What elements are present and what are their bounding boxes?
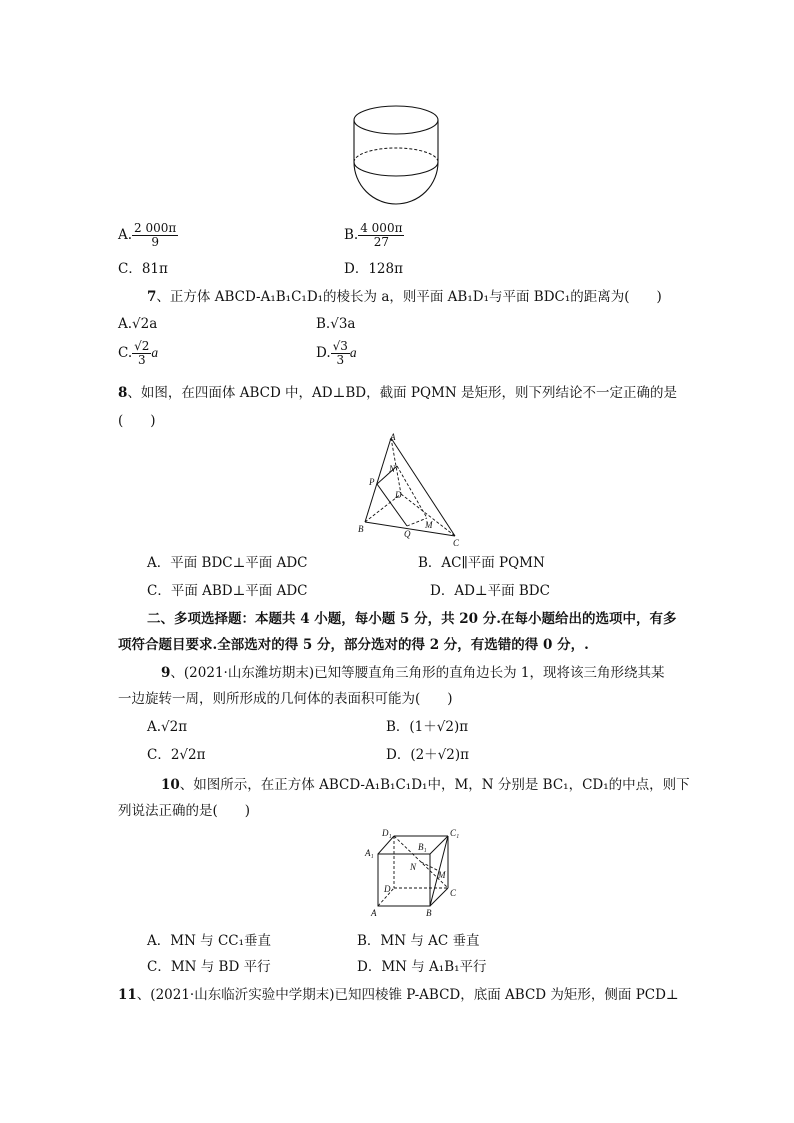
q10-option-d[interactable]: D．MN 与 A₁B₁平行 [357,959,487,975]
q7-option-b[interactable]: B.√3a [316,316,356,332]
cube-label-c1: C₁ [450,828,460,838]
q10-option-c[interactable]: C．MN 与 BD 平行 [147,959,271,975]
q7-stem: 7、正方体 ABCD-A₁B₁C₁D₁的棱长为 a，则平面 AB₁D₁与平面 BDC₁的距离为( ) [147,289,662,305]
q7-option-a[interactable]: A.√2a [118,316,158,332]
q9-stem-line1: 9、(2021·山东潍坊期末)已知等腰直角三角形的直角边长为 1，现将该三角形绕其某 [161,665,665,681]
q11-stem-line1: 11、(2021·山东临沂实验中学期末)已知四棱锥 P-ABCD，底面 ABCD 为矩形，侧面 PCD⊥ [118,987,679,1003]
cube-label-d: D [384,884,391,894]
cube-figure [362,826,470,922]
q8-option-c[interactable]: C．平面 ABD⊥平面 ADC [147,583,308,599]
q9-option-b[interactable]: B．(1＋√2)π [386,719,469,735]
q10-stem-line1: 10、如图所示，在正方体 ABCD-A₁B₁C₁D₁中，M，N 分别是 BC₁，CD₁的中点，则下 [161,777,690,793]
q6-option-d[interactable]: D．128π [344,261,403,277]
section-2-heading-line1: 二、多项选择题：本题共 4 小题，每小题 5 分，共 20 分.在每小题给出的选项中，有多 [147,611,677,627]
q10-option-a[interactable]: A．MN 与 CC₁垂直 [147,933,272,949]
tetra-label-d: D [395,490,402,500]
cube-label-b: B [426,908,432,918]
q9-option-a[interactable]: A.√2π [147,719,188,735]
q6-option-a[interactable]: A. $\frac{2 000\pi}{9}$ [118,221,177,249]
cube-label-d1: D₁ [382,828,392,838]
tetra-label-q: Q [404,529,411,539]
section-2-heading-line2: 项符合题目要求.全部选对的得 5 分，部分选对的得 2 分，有选错的得 0 分，. [118,637,589,653]
q9-stem-line2: 一边旋转一周，则所形成的几何体的表面积可能为( ) [118,691,453,707]
tetra-label-n: N [389,464,396,474]
q9-option-d[interactable]: D．(2＋√2)π [386,747,470,763]
q6-option-b[interactable]: B. $\frac{4 000\pi}{27}$ [344,221,403,249]
q8-stem: 8、如图，在四面体 ABCD 中，AD⊥BD，截面 PQMN 是矩形，则下列结论不一定正确的是 [118,385,677,401]
tetra-label-p: P [369,477,375,487]
tetra-label-a: A [390,432,396,442]
q10-stem-line2: 列说法正确的是( ) [118,803,251,819]
tetra-label-b: B [358,524,364,534]
q8-option-d[interactable]: D．AD⊥平面 BDC [430,583,550,599]
tetra-label-c: C [453,538,460,548]
cube-label-b1: B₁ [418,842,427,852]
q10-option-b[interactable]: B．MN 与 AC 垂直 [357,933,480,949]
tetrahedron-figure [355,432,465,547]
q9-option-c[interactable]: C．2√2π [147,747,206,763]
q8-bracket: ( ) [118,413,156,429]
tetra-label-m: M [425,520,433,530]
cylinder-hemisphere-figure [350,100,442,210]
cube-label-c: C [450,888,457,898]
cube-label-m: M [438,870,446,880]
q7-option-d[interactable]: D. $\frac{√3}{3}$ a [316,339,357,367]
q7-option-c[interactable]: C. $\frac{√2}{3}$ a [118,339,159,367]
q6-option-c[interactable]: C．81π [118,261,168,277]
q8-option-b[interactable]: B．AC∥平面 PQMN [418,555,545,571]
q8-option-a[interactable]: A．平面 BDC⊥平面 ADC [147,555,308,571]
cube-label-n: N [410,862,417,872]
cube-label-a1: A₁ [365,848,374,858]
cube-label-a: A [371,908,377,918]
